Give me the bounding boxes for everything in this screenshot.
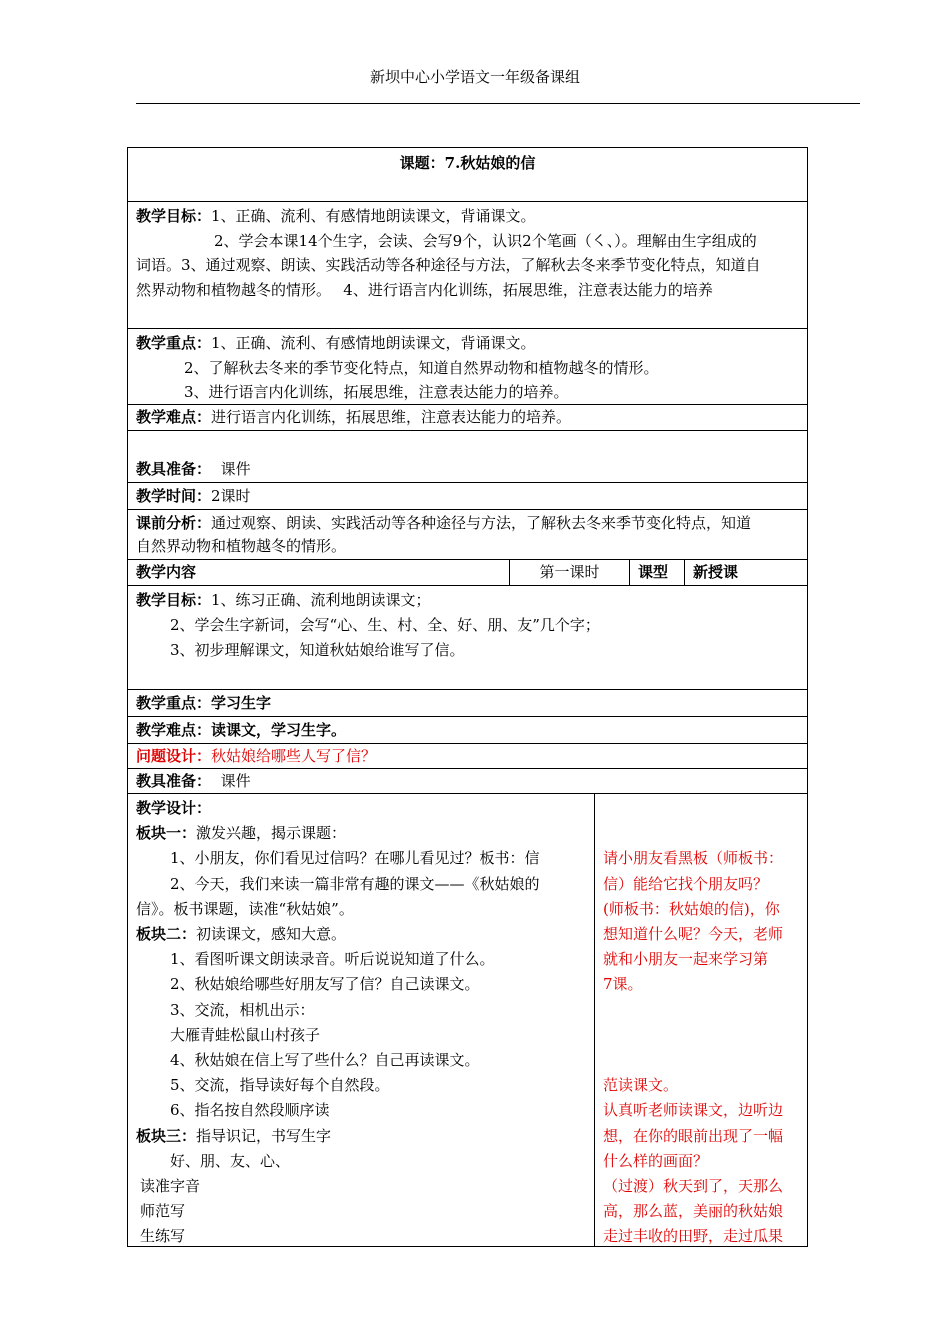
design-step-line [136,947,586,972]
period-header-row [128,560,807,586]
goals-line: 1、正确、流利、有感情地朗读课文，背诵课文。 [211,207,536,225]
type-label: 课型 [630,560,685,585]
design-note-line: (师板书：秋姑娘的信)，你 [603,899,780,918]
header-rule [136,103,860,104]
period-tools-text: 课件 [220,772,251,790]
period-key-label: 教学重点： [136,694,212,712]
question-label: 问题设计： [136,747,212,765]
period-tools [128,769,807,794]
design-step-line [136,821,586,846]
design-step-line [136,846,586,871]
analysis-line: 自然界动物和植物越冬的情形。 [136,537,347,555]
key-line: 2、了解秋去冬来的季节变化特点，知道自然界动物和植物越冬的情形。 [184,358,659,377]
design-note-line: 请小朋友看黑板（师板书： [603,849,784,868]
design-step-text: 3、交流，相机出示： [170,1000,315,1019]
design-step-line [136,1098,586,1123]
design-step-text: 6、指名按自然段顺序读 [170,1101,330,1120]
design-note-line: 走过丰收的田野，走过瓜果 [603,1227,784,1246]
design-note-line: 想知道什么呢？今天，老师 [603,925,784,944]
period-tools-label: 教具准备： [136,772,212,790]
lesson-key-points [128,329,807,405]
design-note-line [603,1048,799,1073]
type-value: 新授课 [693,563,739,581]
design-step-text: 生练写 [140,1227,186,1246]
design-step-line [136,1023,586,1048]
page-header: 新坝中心小学语文一年级备课组 [369,68,580,86]
design-step-line [136,1124,586,1149]
period-goals-line: 3、初步理解课文，知道秋姑娘给谁写了信。 [170,641,465,659]
design-step-rest: 激发兴趣，揭示课题： [196,824,347,843]
design-note-line: 想，在你的眼前出现了一幅 [603,1126,784,1145]
key-line: 3、进行语言内化训练，拓展思维，注意表达能力的培养。 [184,383,569,401]
period-diff-label: 教学难点： [136,721,212,739]
design-step-line [136,796,586,821]
design-step-rest: 初读课文，感知大意。 [196,925,347,944]
design-step-text: 教学设计： [136,799,212,817]
design-step-line [136,1149,586,1174]
goals-line: 然界动物和植物越冬的情形。 4、进行语言内化训练，拓展思维，注意表达能力的培养 [136,280,713,299]
time-text: 2课时 [211,487,251,505]
design-step-line [136,922,586,947]
design-step-text: 2、秋姑娘给哪些好朋友写了信？自己读课文。 [170,975,480,994]
analysis-label: 课前分析： [136,514,212,532]
question-text: 秋姑娘给哪些人写了信？ [211,747,377,765]
lesson-title: 课题：7.秋姑娘的信 [128,148,807,202]
design-step-line [136,998,586,1023]
design-note-line: 认真听老师读课文，边听边 [603,1101,784,1120]
period-key-text: 学习生字 [211,694,272,712]
period-goals [128,586,807,690]
tools-label: 教具准备： [136,460,212,478]
design-step-text: 板块一： [136,824,197,843]
content-label: 教学内容 [128,560,510,585]
design-step-line [136,1224,586,1249]
design-step-text: 板块二： [136,925,197,944]
design-note-line: 范读课文。 [603,1076,679,1095]
design-note-line: 信）能给它找个朋友吗？ [603,874,769,893]
design-note-line: 就和小朋友一起来学习第 [603,950,769,969]
design-note-line [603,796,799,821]
lesson-difficulty [128,405,807,431]
goals-line: 2、学会本课14个生字，会读、会写9个，认识2个笔画（㇛、）。理解由生字组成的 [214,231,757,250]
period-goals-line: 1、练习正确、流利地朗读课文； [211,591,431,609]
design-step-text: 2、今天，我们来读一篇非常有趣的课文——《秋姑娘的 [170,874,540,893]
period-difficulty [128,717,807,744]
design-step-line [136,1174,586,1199]
lesson-goals [128,202,807,329]
lesson-analysis [128,510,807,560]
difficulty-text: 进行语言内化训练，拓展思维，注意表达能力的培养。 [211,408,572,426]
design-step-text: 5、交流，指导读好每个自然段。 [170,1076,390,1095]
design-step-rest: 指导识记，书写生字 [196,1126,332,1145]
period-name: 第一课时 [510,560,630,585]
goals-line: 词语。3、通过观察、朗读、实践活动等各种途径与方法，了解秋去冬来季节变化特点，知道自 [136,256,761,274]
design-step-text: 1、小朋友，你们看见过信吗？在哪儿看见过？板书：信 [170,849,540,868]
design-step-line [136,872,586,897]
design-steps [128,794,595,1246]
design-step-text: 板块三： [136,1126,197,1145]
period-key [128,690,807,717]
time-label: 教学时间： [136,487,212,505]
teaching-design [128,794,807,1246]
design-step-text: 师范写 [140,1202,186,1221]
design-step-line [136,897,586,922]
question-design [128,744,807,769]
design-notes [595,794,807,1246]
design-step-text: 信》。板书课题，读准“秋姑娘”。 [136,899,354,918]
difficulty-label: 教学难点： [136,408,212,426]
design-step-text: 1、看图听课文朗读录音。听后说说知道了什么。 [170,950,495,969]
design-step-text: 好、朋、友、心、 [170,1151,291,1170]
design-step-line [136,972,586,997]
design-note-line: （过渡）秋天到了，天那么 [603,1177,784,1196]
design-note-line [603,998,799,1023]
design-step-text: 4、秋姑娘在信上写了些什么？自己再读课文。 [170,1051,480,1070]
design-step-line [136,1048,586,1073]
design-note-line [603,1023,799,1048]
design-note-line: 高，那么蓝，美丽的秋姑娘 [603,1202,784,1221]
lesson-time [128,483,807,510]
design-step-line [136,1199,586,1224]
design-note-line [603,821,799,846]
analysis-line: 通过观察、朗读、实践活动等各种途径与方法，了解秋去冬来季节变化特点，知道 [211,514,752,532]
design-note-line: 7课。 [603,975,643,994]
key-label: 教学重点： [136,334,212,352]
key-line: 1、正确、流利、有感情地朗读课文，背诵课文。 [211,334,536,352]
tools-text: 课件 [220,460,251,478]
lesson-tools [128,431,807,483]
period-diff-text: 读课文，学习生字。 [211,721,347,739]
goals-label: 教学目标： [136,207,212,225]
period-goals-line: 2、学会生字新词，会写“心、生、村、全、好、朋、友”几个字； [170,616,600,634]
design-step-text: 读准字音 [140,1177,201,1196]
period-goals-label: 教学目标： [136,591,212,609]
lesson-plan-table [127,147,808,1247]
design-step-line [136,1073,586,1098]
design-note-line: 什么样的画面？ [603,1151,709,1170]
design-step-text: 大雁青蛙松鼠山村孩子 [170,1025,321,1044]
